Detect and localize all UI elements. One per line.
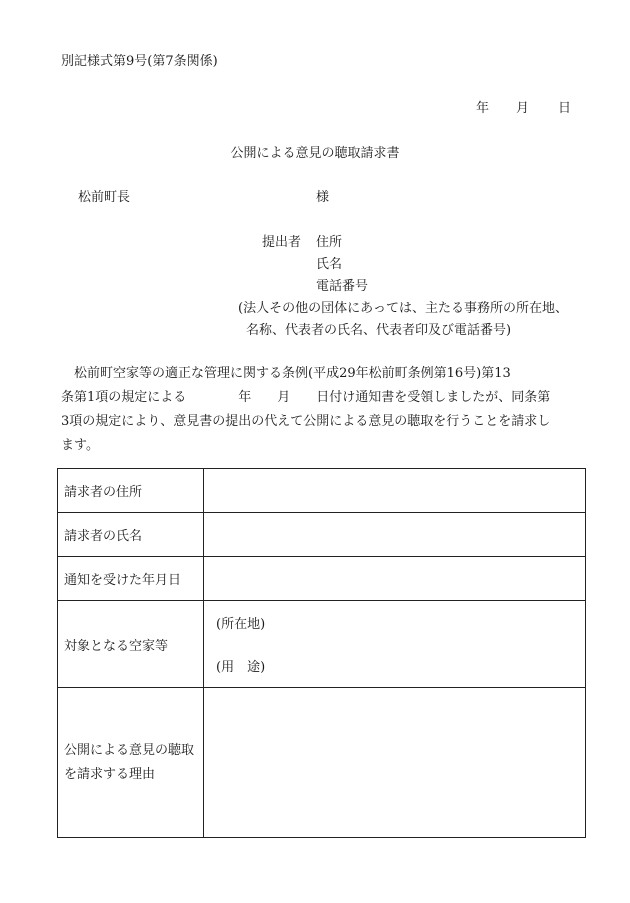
submitter-phone-label: 電話番号 — [316, 279, 369, 294]
date-day-label: 日 — [558, 101, 572, 116]
submitter-note-line2: 名称、代表者の氏名、代表者印及び電話番号) — [246, 323, 512, 338]
submitter-address-label: 住所 — [316, 235, 343, 250]
requester-name-label: 請求者の氏名 — [58, 513, 204, 557]
honorific: 様 — [316, 190, 330, 205]
location-label: (所在地) — [216, 617, 266, 632]
table-row — [58, 601, 586, 688]
table-row — [58, 557, 586, 601]
requester-address-field[interactable] — [204, 469, 586, 513]
request-body — [61, 362, 576, 458]
spacer — [216, 632, 585, 656]
use-label: (用 途) — [216, 660, 266, 675]
body-line-4: ます。 — [61, 438, 99, 453]
request-table — [57, 468, 586, 838]
date-month-label: 月 — [516, 101, 530, 116]
submitter-note-line1: (法人その他の団体にあっては、主たる事務所の所在地、 — [238, 301, 568, 316]
reason-label-line1: 公開による意見の聴取 — [64, 742, 195, 758]
page-title: 公開による意見の聴取請求書 — [230, 146, 400, 161]
table-row — [58, 688, 586, 838]
notice-date-field[interactable] — [204, 557, 586, 601]
body-line-1: 松前町空家等の適正な管理に関する条例(平成29年松前町条例第16号)第13 — [74, 366, 511, 381]
requester-name-field[interactable] — [204, 513, 586, 557]
submitter-name-label: 氏名 — [316, 257, 343, 272]
table-row — [58, 469, 586, 513]
requester-address-label: 請求者の住所 — [58, 469, 204, 513]
table-row — [58, 513, 586, 557]
body-line-2: 条第1項の規定による 年 月 日付け通知書を受領しましたが、同条第 — [61, 390, 551, 405]
target-property-field[interactable] — [204, 601, 586, 688]
submitter-label: 提出者 — [262, 235, 302, 250]
reason-field[interactable] — [204, 688, 586, 838]
notice-date-label: 通知を受けた年月日 — [58, 557, 204, 601]
body-line-3: 3項の規定により、意見書の提出の代えて公開による意見の聴取を行うことを請求し — [61, 414, 551, 429]
target-property-label: 対象となる空家等 — [58, 601, 204, 688]
date-year-label: 年 — [476, 101, 490, 116]
reason-label — [58, 688, 204, 838]
reason-label-line2: を請求する理由 — [64, 766, 156, 782]
form-number: 別記様式第9号(第7条関係) — [61, 54, 218, 69]
addressee: 松前町長 — [78, 190, 131, 205]
